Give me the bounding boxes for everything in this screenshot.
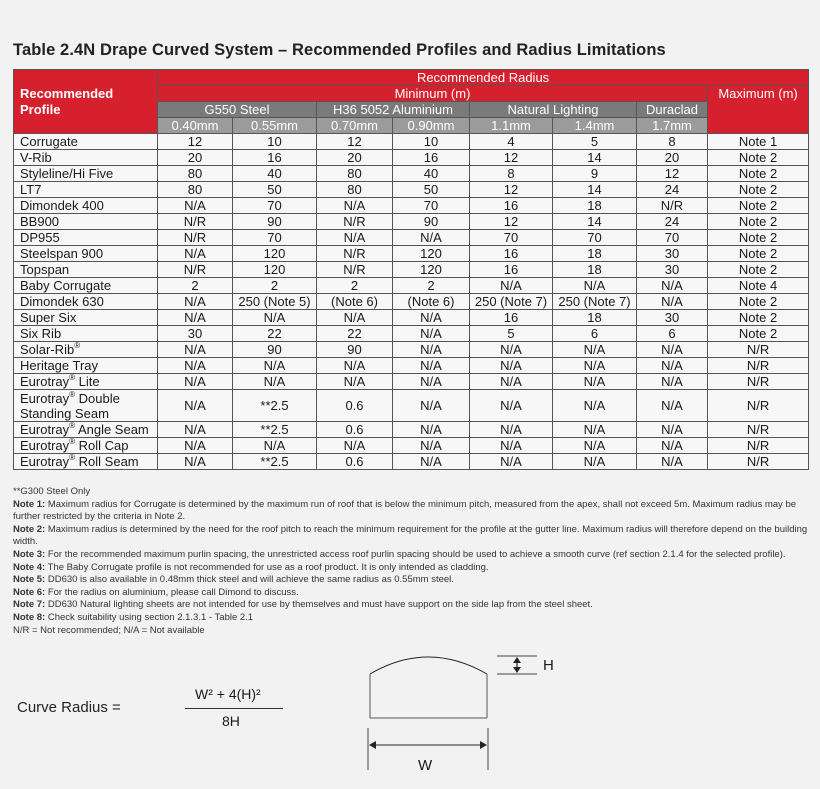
minimum-radius-cell: 70 [233, 230, 317, 246]
header-thickness: 0.40mm [158, 118, 233, 134]
profile-name-cell: Eurotray® Roll Seam [14, 454, 158, 470]
minimum-radius-cell: N/A [553, 374, 637, 390]
registered-mark: ® [69, 421, 76, 430]
minimum-radius-cell: N/A [637, 294, 708, 310]
minimum-radius-cell: N/A [637, 390, 708, 422]
minimum-radius-cell: N/A [470, 422, 553, 438]
minimum-radius-cell: 16 [393, 150, 470, 166]
maximum-cell: Note 2 [708, 262, 809, 278]
minimum-radius-cell: 12 [158, 134, 233, 150]
maximum-cell: Note 2 [708, 166, 809, 182]
note-text: Maximum radius is determined by the need for the roof pitch to reach the minimum requirement for the profile at the gutter line. Maximum radius will therefore depend on the building width. [13, 523, 808, 548]
profile-name-cell: V-Rib [14, 150, 158, 166]
note-text: DD630 Natural lighting sheets are not intended for use by themselves and must have support on the side lap from the steel sheet. [47, 599, 593, 611]
header-group: H36 5052 Aluminium [317, 102, 470, 118]
profile-name-cell: LT7 [14, 182, 158, 198]
minimum-radius-cell: N/A [317, 438, 393, 454]
minimum-radius-cell: N/A [470, 278, 553, 294]
note-text: Check suitability using section 2.1.3.1 - Table 2.1 [47, 611, 254, 623]
label-w: W [418, 757, 433, 774]
header-thickness: 1.1mm [470, 118, 553, 134]
profile-name-cell: Eurotray® Angle Seam [14, 422, 158, 438]
minimum-radius-cell: N/A [393, 422, 470, 438]
maximum-cell: N/R [708, 390, 809, 422]
minimum-radius-cell: N/R [158, 214, 233, 230]
minimum-radius-cell: N/A [158, 358, 233, 374]
minimum-radius-cell: 6 [637, 326, 708, 342]
minimum-radius-cell: 2 [393, 278, 470, 294]
minimum-radius-cell: N/A [637, 278, 708, 294]
minimum-radius-cell: 16 [470, 262, 553, 278]
minimum-radius-cell: N/A [553, 438, 637, 454]
maximum-cell: N/R [708, 358, 809, 374]
minimum-radius-cell: 250 (Note 5) [233, 294, 317, 310]
minimum-radius-cell: 12 [317, 134, 393, 150]
minimum-radius-cell: 50 [393, 182, 470, 198]
minimum-radius-cell: 70 [393, 198, 470, 214]
profile-name-cell: Six Rib [14, 326, 158, 342]
minimum-radius-cell: N/A [317, 198, 393, 214]
note-label: Note 3: [13, 548, 46, 560]
minimum-radius-cell: 5 [553, 134, 637, 150]
profile-name-cell: Dimondek 400 [14, 198, 158, 214]
formula-denominator: 8H [222, 713, 240, 729]
minimum-radius-cell: 90 [393, 214, 470, 230]
minimum-radius-cell: N/R [158, 230, 233, 246]
minimum-radius-cell: N/R [317, 262, 393, 278]
minimum-radius-cell: N/A [393, 374, 470, 390]
minimum-radius-cell: 80 [158, 166, 233, 182]
minimum-radius-cell: 2 [158, 278, 233, 294]
profile-name-cell: DP955 [14, 230, 158, 246]
minimum-radius-cell: 120 [393, 246, 470, 262]
minimum-radius-cell: N/A [158, 310, 233, 326]
minimum-radius-cell: 0.6 [317, 422, 393, 438]
minimum-radius-cell: 30 [637, 310, 708, 326]
maximum-cell: N/R [708, 374, 809, 390]
minimum-radius-cell: N/A [158, 342, 233, 358]
note-label: Note 6: [13, 586, 46, 598]
minimum-radius-cell: 0.6 [317, 454, 393, 470]
maximum-cell: N/R [708, 454, 809, 470]
minimum-radius-cell: 120 [393, 262, 470, 278]
minimum-radius-cell: 14 [553, 182, 637, 198]
minimum-radius-cell: N/A [393, 438, 470, 454]
profile-name-cell: Solar-Rib® [14, 342, 158, 358]
minimum-radius-cell: 50 [233, 182, 317, 198]
profile-name-cell: BB900 [14, 214, 158, 230]
minimum-radius-cell: 4 [470, 134, 553, 150]
minimum-radius-cell: 14 [553, 150, 637, 166]
minimum-radius-cell: 8 [637, 134, 708, 150]
minimum-radius-cell: 80 [317, 182, 393, 198]
minimum-radius-cell: 40 [233, 166, 317, 182]
minimum-radius-cell: (Note 6) [393, 294, 470, 310]
formula-label: Curve Radius = [17, 699, 121, 716]
registered-mark: ® [74, 341, 81, 350]
w-arrow-right-icon [480, 741, 487, 749]
minimum-radius-cell: N/A [158, 454, 233, 470]
minimum-radius-cell: N/R [317, 246, 393, 262]
maximum-cell: N/R [708, 422, 809, 438]
header-group: Duraclad [637, 102, 708, 118]
minimum-radius-cell: 14 [553, 214, 637, 230]
maximum-cell: Note 2 [708, 182, 809, 198]
minimum-radius-cell: 90 [317, 342, 393, 358]
maximum-cell: Note 1 [708, 134, 809, 150]
minimum-radius-cell: 30 [637, 246, 708, 262]
note-text: DD630 is also available in 0.48mm thick steel and will achieve the same radius as 0.55mm steel. [47, 574, 454, 586]
minimum-radius-cell: N/A [233, 310, 317, 326]
note-g300: **G300 Steel Only [13, 486, 91, 497]
minimum-radius-cell: N/A [553, 390, 637, 422]
minimum-radius-cell: **2.5 [233, 390, 317, 422]
minimum-radius-cell: 70 [233, 198, 317, 214]
profile-name-cell: Eurotray® Roll Cap [14, 438, 158, 454]
minimum-radius-cell: N/A [553, 422, 637, 438]
minimum-radius-cell: N/A [470, 342, 553, 358]
note-label: Note 5: [13, 574, 46, 586]
profile-name-cell: Super Six [14, 310, 158, 326]
minimum-radius-cell: N/A [553, 454, 637, 470]
minimum-radius-cell: 18 [553, 310, 637, 326]
maximum-cell: Note 2 [708, 214, 809, 230]
header-profile: Recommended Profile [14, 70, 158, 134]
minimum-radius-cell: 30 [637, 262, 708, 278]
maximum-cell: Note 2 [708, 230, 809, 246]
header-thickness: 0.55mm [233, 118, 317, 134]
label-h: H [543, 657, 554, 674]
minimum-radius-cell: N/A [158, 438, 233, 454]
minimum-radius-cell: N/A [470, 374, 553, 390]
maximum-cell: Note 2 [708, 246, 809, 262]
minimum-radius-cell: 12 [470, 150, 553, 166]
minimum-radius-cell: 20 [637, 150, 708, 166]
header-minimum: Minimum (m) [158, 86, 708, 102]
header-maximum: Maximum (m) [708, 86, 809, 134]
profile-name-cell: Steelspan 900 [14, 246, 158, 262]
minimum-radius-cell: 18 [553, 246, 637, 262]
minimum-radius-cell: 16 [470, 198, 553, 214]
minimum-radius-cell: N/A [637, 342, 708, 358]
minimum-radius-cell: N/A [317, 310, 393, 326]
note-label: Note 1: [13, 498, 46, 510]
minimum-radius-cell: 22 [233, 326, 317, 342]
registered-mark: ® [69, 453, 76, 462]
maximum-cell: Note 2 [708, 310, 809, 326]
minimum-radius-cell: N/A [317, 374, 393, 390]
maximum-cell: Note 2 [708, 150, 809, 166]
minimum-radius-cell: N/A [393, 310, 470, 326]
minimum-radius-cell: 70 [637, 230, 708, 246]
maximum-cell: Note 4 [708, 278, 809, 294]
profile-name-cell: Corrugate [14, 134, 158, 150]
minimum-radius-cell: N/A [470, 454, 553, 470]
header-group: G550 Steel [158, 102, 317, 118]
minimum-radius-cell: 18 [553, 198, 637, 214]
header-thickness: 1.4mm [553, 118, 637, 134]
note-label: Note 7: [13, 599, 46, 611]
minimum-radius-cell: N/A [553, 342, 637, 358]
minimum-radius-cell: 16 [470, 310, 553, 326]
minimum-radius-cell: N/A [553, 358, 637, 374]
minimum-radius-cell: N/A [637, 422, 708, 438]
minimum-radius-cell: 8 [470, 166, 553, 182]
minimum-radius-cell: N/A [233, 374, 317, 390]
registered-mark: ® [69, 437, 76, 446]
minimum-radius-cell: N/A [637, 358, 708, 374]
note-text: The Baby Corrugate profile is not recommended for use as a roof product. It is only intended as cladding. [47, 561, 489, 573]
minimum-radius-cell: **2.5 [233, 422, 317, 438]
minimum-radius-cell: N/A [393, 390, 470, 422]
h-arrow-down-icon [513, 667, 521, 673]
minimum-radius-cell: N/A [158, 198, 233, 214]
maximum-cell: Note 2 [708, 198, 809, 214]
maximum-cell: Note 2 [708, 294, 809, 310]
minimum-radius-cell: 12 [470, 214, 553, 230]
minimum-radius-cell: N/A [553, 278, 637, 294]
minimum-radius-cell: N/A [470, 438, 553, 454]
minimum-radius-cell: N/R [158, 262, 233, 278]
minimum-radius-cell: 20 [317, 150, 393, 166]
minimum-radius-cell: 90 [233, 342, 317, 358]
minimum-radius-cell: 80 [317, 166, 393, 182]
minimum-radius-cell: 24 [637, 182, 708, 198]
h-arrow-up-icon [513, 657, 521, 663]
minimum-radius-cell: N/A [393, 326, 470, 342]
minimum-radius-cell: N/R [637, 198, 708, 214]
registered-mark: ® [69, 389, 76, 399]
minimum-radius-cell: 120 [233, 262, 317, 278]
minimum-radius-cell: 5 [470, 326, 553, 342]
minimum-radius-cell: 16 [470, 246, 553, 262]
minimum-radius-cell: 0.6 [317, 390, 393, 422]
minimum-radius-cell: 10 [233, 134, 317, 150]
minimum-radius-cell: N/A [393, 342, 470, 358]
profile-name-cell: Eurotray® Double Standing Seam [14, 390, 158, 422]
minimum-radius-cell: N/A [393, 358, 470, 374]
minimum-radius-cell: 250 (Note 7) [470, 294, 553, 310]
minimum-radius-cell: N/A [637, 438, 708, 454]
registered-mark: ® [69, 373, 76, 382]
minimum-radius-cell: 40 [393, 166, 470, 182]
w-arrow-left-icon [369, 741, 376, 749]
minimum-radius-cell: N/A [317, 358, 393, 374]
minimum-radius-cell: (Note 6) [317, 294, 393, 310]
minimum-radius-cell: 22 [317, 326, 393, 342]
minimum-radius-cell: N/A [233, 358, 317, 374]
profile-name-cell: Heritage Tray [14, 358, 158, 374]
header-recommended-radius: Recommended Radius [158, 70, 809, 86]
minimum-radius-cell: N/A [158, 246, 233, 262]
minimum-radius-cell: N/A [470, 390, 553, 422]
header-thickness: 0.70mm [317, 118, 393, 134]
minimum-radius-cell: 70 [470, 230, 553, 246]
profile-name-cell: Topspan [14, 262, 158, 278]
note-label: Note 8: [13, 611, 46, 623]
minimum-radius-cell: 2 [317, 278, 393, 294]
minimum-radius-cell: N/A [233, 438, 317, 454]
minimum-radius-cell: 70 [553, 230, 637, 246]
minimum-radius-cell: N/A [637, 454, 708, 470]
profile-name-cell: Eurotray® Lite [14, 374, 158, 390]
minimum-radius-cell: N/A [158, 390, 233, 422]
profile-name-cell: Baby Corrugate [14, 278, 158, 294]
minimum-radius-cell: 20 [158, 150, 233, 166]
minimum-radius-cell: 24 [637, 214, 708, 230]
minimum-radius-cell: 250 (Note 7) [553, 294, 637, 310]
minimum-radius-cell: 12 [637, 166, 708, 182]
minimum-radius-cell: 30 [158, 326, 233, 342]
header-group: Natural Lighting [470, 102, 637, 118]
header-thickness: 0.90mm [393, 118, 470, 134]
note-text: Maximum radius for Corrugate is determined by the maximum run of roof that is below the minimum pitch, measured from the apex, shall not exceed 5m. Maximum radius may be further restricted by the criteria in Note 2. [13, 498, 797, 523]
curved-roof-arc [370, 657, 487, 674]
minimum-radius-cell: 120 [233, 246, 317, 262]
minimum-radius-cell: 9 [553, 166, 637, 182]
minimum-radius-cell: 2 [233, 278, 317, 294]
header-thickness: 1.7mm [637, 118, 708, 134]
note-legend: N/R = Not recommended; N/A = Not available [13, 624, 205, 636]
maximum-cell: Note 2 [708, 326, 809, 342]
minimum-radius-cell: 90 [233, 214, 317, 230]
minimum-radius-cell: N/A [158, 422, 233, 438]
minimum-radius-cell: 12 [470, 182, 553, 198]
minimum-radius-cell: N/A [317, 230, 393, 246]
note-text: For the recommended maximum purlin spacing, the unrestricted access roof purlin spacing should be used to achieve a smooth curve (ref section 2.1.4 for the selected profile). [47, 548, 786, 560]
minimum-radius-cell: N/A [470, 358, 553, 374]
minimum-radius-cell: N/A [393, 454, 470, 470]
minimum-radius-cell: N/A [158, 374, 233, 390]
note-label: Note 2: [13, 523, 46, 535]
minimum-radius-cell: N/A [637, 374, 708, 390]
maximum-cell: N/R [708, 342, 809, 358]
minimum-radius-cell: N/R [317, 214, 393, 230]
minimum-radius-cell: 6 [553, 326, 637, 342]
minimum-radius-cell: N/A [158, 294, 233, 310]
note-label: Note 4: [13, 561, 46, 573]
minimum-radius-cell: 80 [158, 182, 233, 198]
profile-name-cell: Styleline/Hi Five [14, 166, 158, 182]
minimum-radius-cell: N/A [393, 230, 470, 246]
table-title: Table 2.4N Drape Curved System – Recommended Profiles and Radius Limitations [13, 41, 666, 59]
minimum-radius-cell: **2.5 [233, 454, 317, 470]
note-text: For the radius on aluminium, please call Dimond to discuss. [47, 586, 299, 598]
maximum-cell: N/R [708, 438, 809, 454]
minimum-radius-cell: 10 [393, 134, 470, 150]
formula-numerator: W² + 4(H)² [195, 686, 261, 702]
minimum-radius-cell: 18 [553, 262, 637, 278]
minimum-radius-cell: 16 [233, 150, 317, 166]
profile-name-cell: Dimondek 630 [14, 294, 158, 310]
